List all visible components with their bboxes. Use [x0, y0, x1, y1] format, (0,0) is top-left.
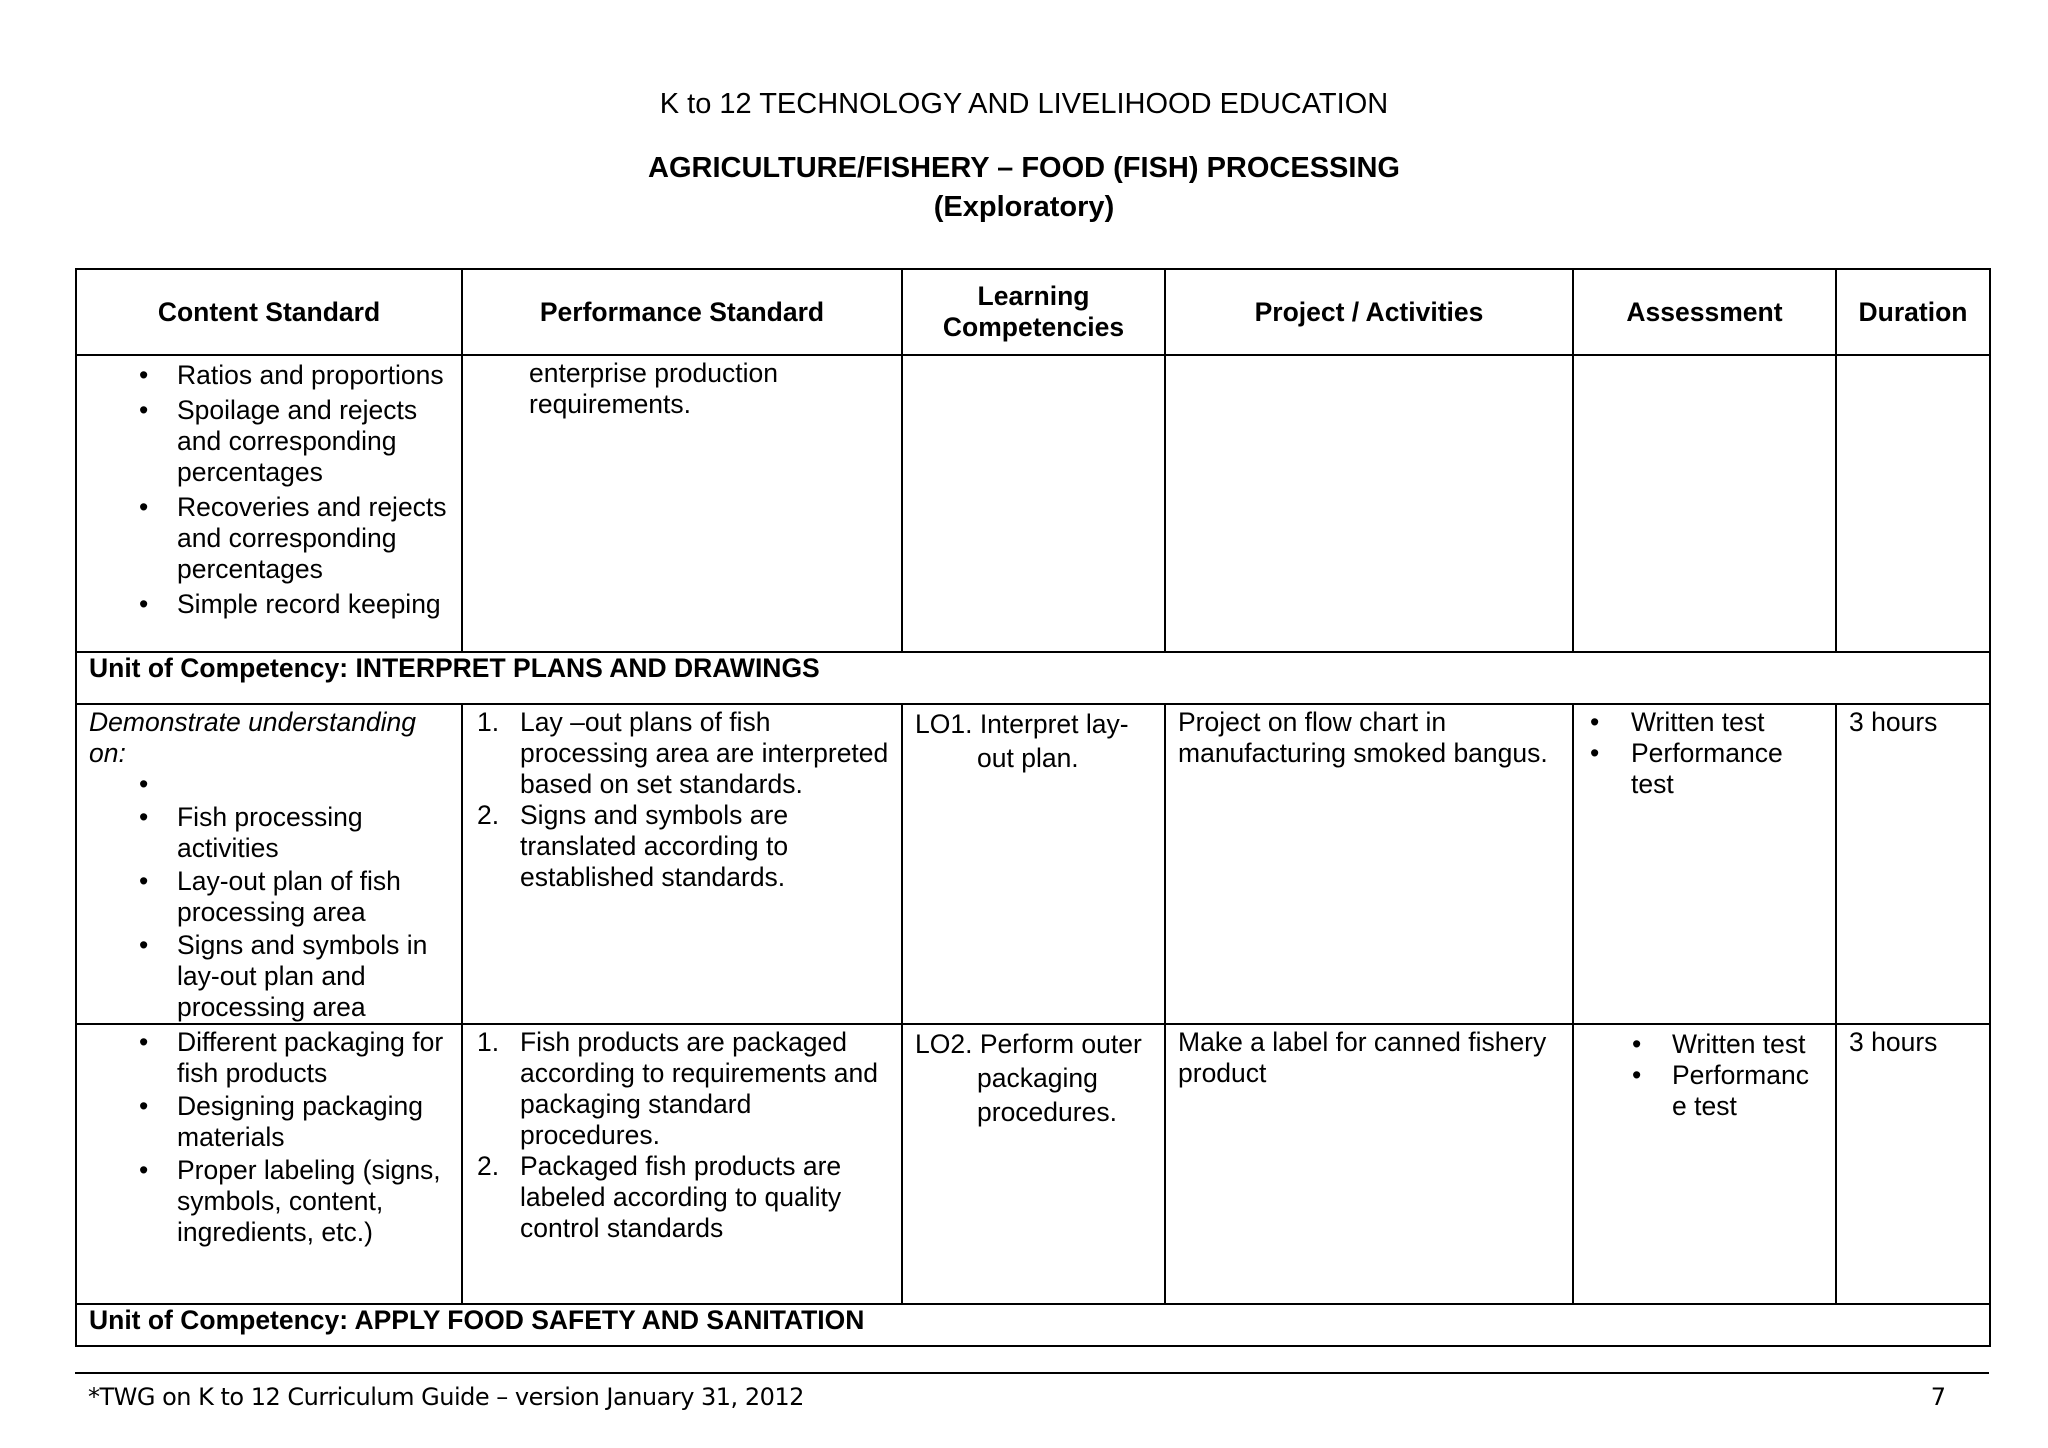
learning-competency: LO1. Interpret lay-out plan. [915, 709, 1129, 773]
duration-text: 3 hours [1849, 1027, 1938, 1057]
column-header: Assessment [1573, 269, 1836, 355]
list-item [475, 1027, 889, 1151]
list-number: 2. [477, 1151, 500, 1181]
document-level: (Exploratory) [933, 191, 1115, 223]
list-item: • Written test [1586, 707, 1823, 738]
content-standard-cell [76, 355, 462, 652]
content-standard-cell [76, 704, 462, 1024]
list-number: 2. [477, 800, 500, 830]
content-standard-cell [76, 1024, 462, 1304]
project-cell [1165, 1024, 1573, 1304]
unit-of-competency-row [76, 1304, 1990, 1346]
list-item: • Written test [1586, 1029, 1823, 1060]
project-text: Project on flow chart in manufacturing smoked bangus. [1178, 707, 1548, 768]
column-header: Project / Activities [1165, 269, 1573, 355]
content-list [89, 1027, 449, 1248]
competency-cell [902, 355, 1165, 652]
duration-cell [1836, 355, 1990, 652]
document-title: K to 12 TECHNOLOGY AND LIVELIHOOD EDUCATION [659, 88, 1389, 120]
list-item: • Different packaging for fish products [89, 1027, 449, 1089]
assessment-cell [1573, 704, 1836, 1024]
list-item: • Ratios and proportions [89, 360, 449, 391]
duration-cell [1836, 704, 1990, 1024]
column-header: Content Standard [76, 269, 462, 355]
performance-list [475, 707, 889, 893]
list-text: Signs and symbols are translated according to established standards. [520, 800, 789, 892]
list-item: • Lay-out plan of fish processing area [89, 866, 449, 928]
list-item: • Spoilage and rejects and corresponding percentages [89, 395, 449, 488]
list-text: Fish products are packaged according to requirements and packaging standard procedures. [520, 1027, 878, 1150]
list-item [475, 1151, 889, 1244]
table-row [76, 1024, 1990, 1304]
performance-standard-cell [462, 704, 902, 1024]
learning-competency: LO2. Perform outer packaging procedures. [915, 1029, 1142, 1127]
content-list [89, 360, 449, 620]
list-item: • Designing packaging materials [89, 1091, 449, 1153]
duration-cell [1836, 1024, 1990, 1304]
curriculum-table [75, 268, 1991, 1347]
performance-list [475, 1027, 889, 1244]
project-cell [1165, 704, 1573, 1024]
performance-standard-cell [462, 355, 902, 652]
list-item: • Performanc e test [1586, 1060, 1823, 1122]
competency-cell [902, 1024, 1165, 1304]
footer-divider [75, 1372, 1989, 1374]
footer-note: *TWG on K to 12 Curriculum Guide – version January 31, 2012 [88, 1383, 804, 1411]
list-item [89, 769, 449, 800]
project-cell [1165, 355, 1573, 652]
list-text: Lay –out plans of fish processing area are interpreted based on set standards. [520, 707, 889, 799]
unit-of-competency: Unit of Competency: APPLY FOOD SAFETY AND SANITATION [76, 1304, 1990, 1346]
performance-standard-cell [462, 1024, 902, 1304]
list-item [475, 707, 889, 800]
unit-of-competency: Unit of Competency: INTERPRET PLANS AND DRAWINGS [76, 652, 1990, 704]
list-item: • Fish processing activities [89, 802, 449, 864]
table-row [76, 355, 1990, 652]
content-list [89, 769, 449, 1023]
list-item: • Performance test [1586, 738, 1823, 800]
table-row [76, 704, 1990, 1024]
column-header: Duration [1836, 269, 1990, 355]
list-item [475, 800, 889, 893]
duration-text: 3 hours [1849, 707, 1938, 737]
list-item: • Proper labeling (signs, symbols, content, ingredients, etc.) [89, 1155, 449, 1248]
column-header: Performance Standard [462, 269, 902, 355]
page-number: 7 [1930, 1383, 1946, 1411]
assessment-cell [1573, 355, 1836, 652]
table-header-row [76, 269, 1990, 355]
performance-text: enterprise production requirements. [529, 358, 778, 419]
competency-cell [902, 704, 1165, 1024]
unit-of-competency-row [76, 652, 1990, 704]
assessment-list [1586, 707, 1823, 800]
list-number: 1. [477, 707, 500, 737]
list-item: • Recoveries and rejects and corresponding percentages [89, 492, 449, 585]
project-text: Make a label for canned fishery product [1178, 1027, 1547, 1088]
column-header: Learning Competencies [902, 269, 1165, 355]
list-number: 1. [477, 1027, 500, 1057]
content-intro: Demonstrate understanding on: [89, 707, 417, 768]
assessment-list [1586, 1029, 1823, 1122]
assessment-cell [1573, 1024, 1836, 1304]
list-item: • Signs and symbols in lay-out plan and processing area [89, 930, 449, 1023]
document-subtitle: AGRICULTURE/FISHERY – FOOD (FISH) PROCESSING [648, 152, 1400, 184]
list-text: Packaged fish products are labeled according to quality control standards [520, 1151, 842, 1243]
list-item: • Simple record keeping [89, 589, 449, 620]
